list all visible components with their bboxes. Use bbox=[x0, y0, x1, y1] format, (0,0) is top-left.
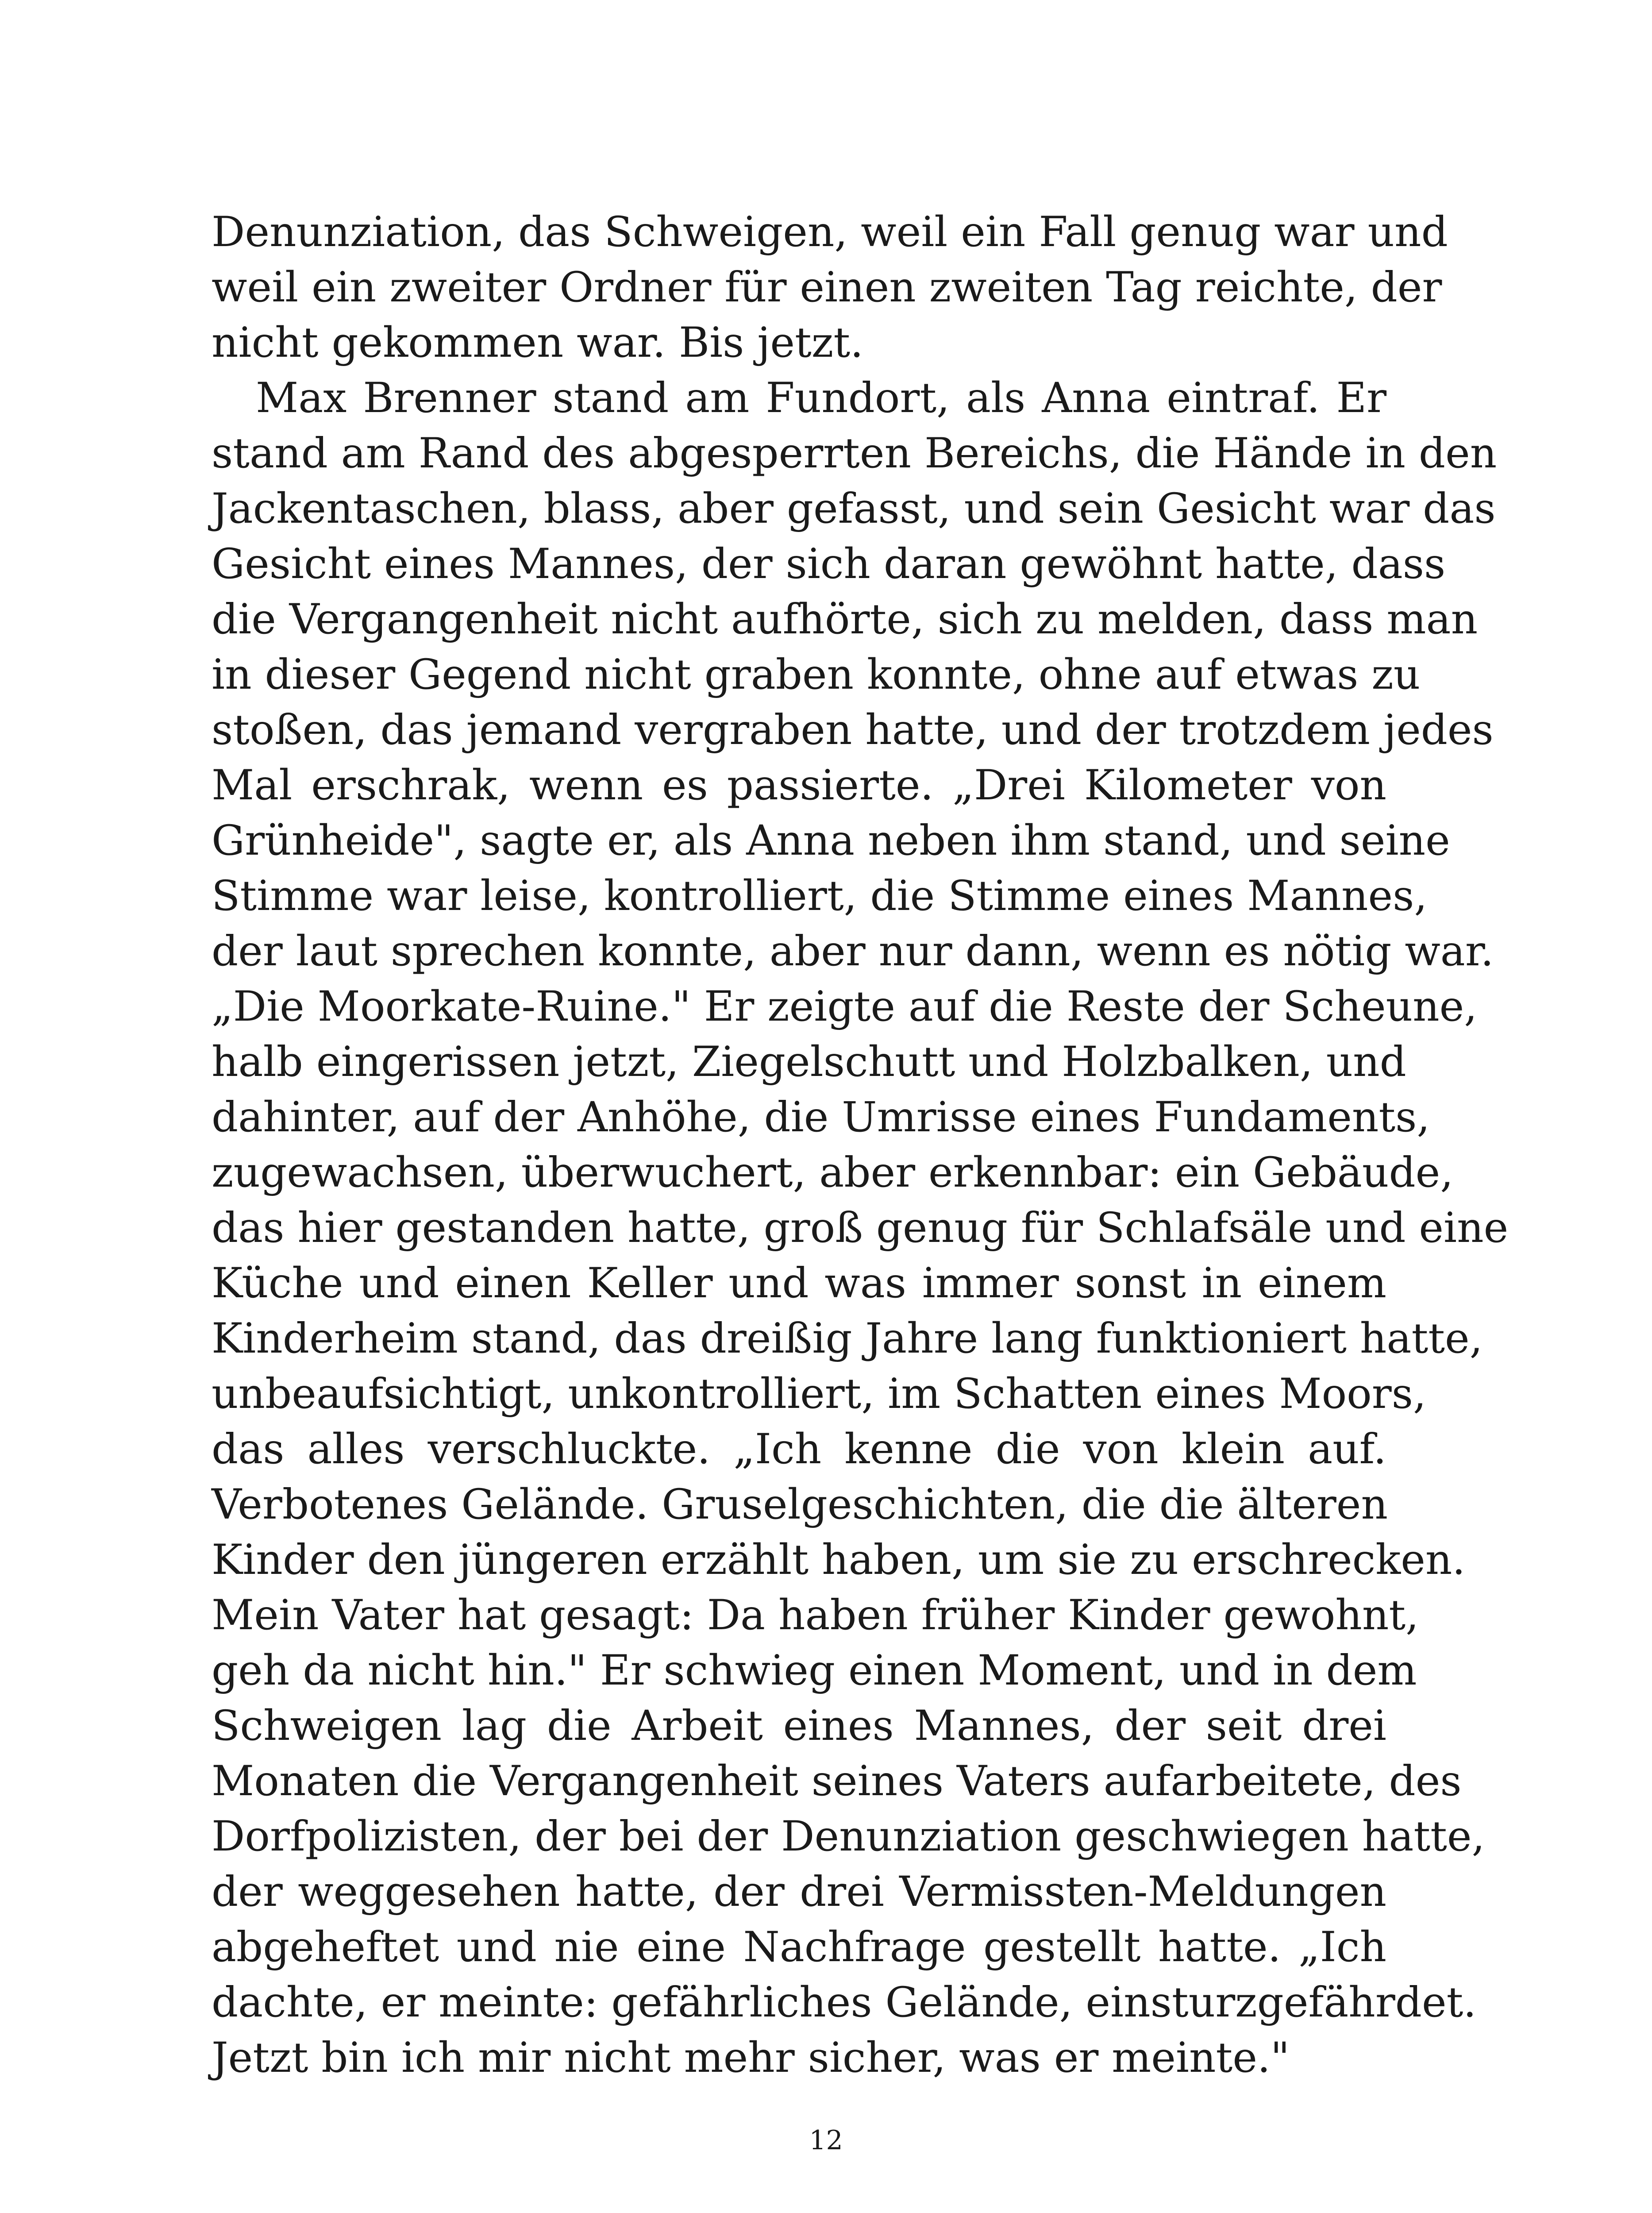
text-line: dahinter, auf der Anhöhe, die Umrisse eines Fundaments, bbox=[212, 1093, 1430, 1141]
text-line: dachte, er meinte: gefährliches Gelände, einsturzgefährdet. bbox=[212, 1978, 1477, 2027]
text-line: Schweigen lag die Arbeit eines Mannes, der seit drei bbox=[212, 1702, 1386, 1750]
text-line: Grünheide", sagte er, als Anna neben ihm stand, und seine bbox=[212, 817, 1450, 865]
text-line: stoßen, das jemand vergraben hatte, und der trotzdem jedes bbox=[212, 706, 1494, 754]
text-line: Jackentaschen, blass, aber gefasst, und sein Gesicht war das bbox=[212, 485, 1496, 533]
text-line: abgeheftet und nie eine Nachfrage gestellt hatte. „Ich bbox=[212, 1923, 1386, 1971]
text-line: Stimme war leise, kontrolliert, die Stimme eines Mannes, bbox=[212, 872, 1428, 920]
text-line: Dorfpolizisten, der bei der Denunziation geschwiegen hatte, bbox=[212, 1812, 1485, 1861]
text-line: der laut sprechen konnte, aber nur dann, wenn es nötig war. bbox=[212, 927, 1494, 975]
text-line: halb eingerissen jetzt, Ziegelschutt und Holzbalken, und bbox=[212, 1038, 1406, 1086]
text-line: die Vergangenheit nicht aufhörte, sich zu melden, dass man bbox=[212, 595, 1478, 644]
text-line: Verbotenes Gelände. Gruselgeschichten, die die älteren bbox=[212, 1480, 1388, 1529]
text-line: das alles verschluckte. „Ich kenne die von klein auf. bbox=[212, 1425, 1386, 1473]
text-line: nicht gekommen war. Bis jetzt. bbox=[212, 319, 863, 367]
text-line: der weggesehen hatte, der drei Vermissten-Meldungen bbox=[212, 1868, 1386, 1916]
text-line: unbeaufsichtigt, unkontrolliert, im Schatten eines Moors, bbox=[212, 1370, 1426, 1418]
text-line: das hier gestanden hatte, groß genug für Schlafsäle und eine bbox=[212, 1204, 1509, 1252]
text-line: Gesicht eines Mannes, der sich daran gewöhnt hatte, dass bbox=[212, 540, 1446, 588]
text-line: stand am Rand des abgesperrten Bereichs, die Hände in den bbox=[212, 429, 1497, 478]
text-line: zugewachsen, überwuchert, aber erkennbar: ein Gebäude, bbox=[212, 1149, 1454, 1197]
text-line: Monaten die Vergangenheit seines Vaters aufarbeitete, des bbox=[212, 1757, 1462, 1805]
text-line: Küche und einen Keller und was immer sonst in einem bbox=[212, 1259, 1386, 1307]
text-line: Mein Vater hat gesagt: Da haben früher Kinder gewohnt, bbox=[212, 1591, 1419, 1639]
page-number: 12 bbox=[809, 2125, 843, 2156]
text-line: Kinderheim stand, das dreißig Jahre lang funktioniert hatte, bbox=[212, 1315, 1483, 1363]
text-line: Denunziation, das Schweigen, weil ein Fall genug war und bbox=[212, 208, 1448, 256]
body-text bbox=[212, 204, 1509, 2086]
text-line: geh da nicht hin." Er schwieg einen Moment, und in dem bbox=[212, 1646, 1417, 1695]
text-line: Jetzt bin ich mir nicht mehr sicher, was er meinte." bbox=[212, 2034, 1290, 2082]
text-line: „Die Moorkate-Ruine." Er zeigte auf die Reste der Scheune, bbox=[212, 983, 1478, 1031]
text-line: in dieser Gegend nicht graben konnte, ohne auf etwas zu bbox=[212, 651, 1421, 699]
text-line: Max Brenner stand am Fundort, als Anna eintraf. Er bbox=[256, 374, 1386, 422]
text-line: Kinder den jüngeren erzählt haben, um sie zu erschrecken. bbox=[212, 1536, 1466, 1584]
text-line: weil ein zweiter Ordner für einen zweiten Tag reichte, der bbox=[212, 263, 1442, 312]
text-line: Mal erschrak, wenn es passierte. „Drei Kilometer von bbox=[212, 761, 1386, 810]
